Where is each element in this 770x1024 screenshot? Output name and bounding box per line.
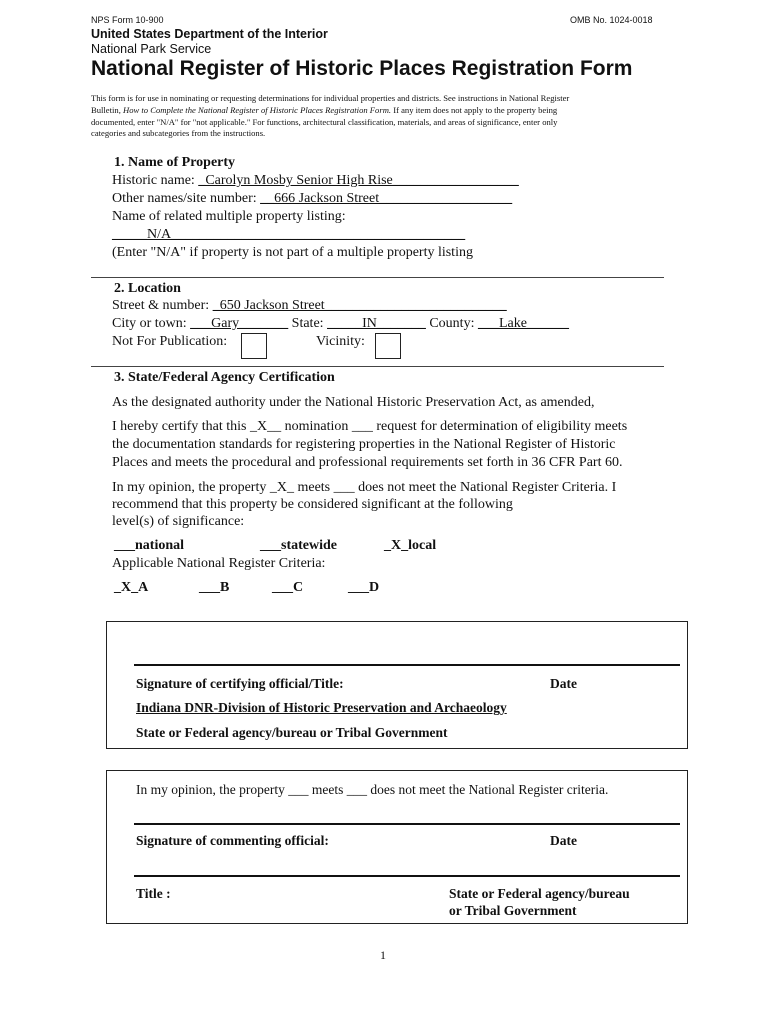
certify-line-1: I hereby certify that this _X__ nomination ___ request for determination of eligibility meets xyxy=(112,419,628,434)
other-names-label: Other names/site number: xyxy=(112,191,261,206)
criteria-d[interactable]: ___D xyxy=(348,580,380,595)
street-row xyxy=(112,298,507,314)
section-3-heading: 3. State/Federal Agency Certification xyxy=(114,370,335,385)
commenting-agency-line-2: or Tribal Government xyxy=(449,903,577,918)
intro-line-2: Bulletin, How to Complete the National Register of Historic Places Registration Form. If any item does not apply to the property being xyxy=(91,105,558,115)
authority-statement: As the designated authority under the National Historic Preservation Act, as amended, xyxy=(112,395,595,410)
county-field[interactable]: ___Lake______ xyxy=(477,316,569,331)
certify-line-2: the documentation standards for registering properties in the National Register of Historic xyxy=(112,437,616,452)
section-divider xyxy=(91,366,664,367)
historic-name-field[interactable]: _Carolyn Mosby Senior High Rise__________________ xyxy=(198,173,519,188)
criteria-c[interactable]: ___C xyxy=(272,580,304,595)
service-name: National Park Service xyxy=(91,42,212,56)
certifying-date-label: Date xyxy=(550,676,577,691)
form-number: NPS Form 10-900 xyxy=(91,15,164,25)
city-label: City or town: xyxy=(112,316,191,331)
city-state-county-row xyxy=(112,316,569,332)
commenting-signature-label: Signature of commenting official: xyxy=(136,833,329,848)
state-field[interactable]: _____IN_______ xyxy=(327,316,426,331)
page-number: 1 xyxy=(380,948,386,962)
multiple-listing-field[interactable]: _____N/A__________________________________________ xyxy=(112,227,466,242)
opinion-line-3: level(s) of significance: xyxy=(112,514,245,529)
intro-line-1: This form is for use in nominating or requesting determinations for individual properties and districts. See instructions in National Register xyxy=(91,93,570,103)
other-names-row xyxy=(112,191,512,207)
comment-title-line[interactable] xyxy=(134,875,680,877)
not-for-publication-label: Not For Publication: xyxy=(112,334,228,349)
county-label: County: xyxy=(425,316,478,331)
certifying-agency-name: Indiana DNR-Division of Historic Preservation and Archaeology xyxy=(136,700,507,715)
omb-number: OMB No. 1024-0018 xyxy=(570,15,653,25)
level-national[interactable]: ___national xyxy=(114,538,185,553)
opinion-line-2: recommend that this property be considered significant at the following xyxy=(112,497,513,512)
street-label: Street & number: xyxy=(112,298,213,313)
level-statewide[interactable]: ___statewide xyxy=(260,538,337,553)
other-names-field[interactable]: __666 Jackson Street___________________ xyxy=(260,191,513,206)
historic-name-row xyxy=(112,173,519,189)
vicinity-label: Vicinity: xyxy=(316,334,365,349)
page-title: National Register of Historic Places Registration Form xyxy=(91,57,633,80)
criteria-b[interactable]: ___B xyxy=(199,580,230,595)
commenting-agency-line-1: State or Federal agency/bureau xyxy=(449,886,630,901)
signature-line[interactable] xyxy=(134,664,680,666)
criteria-label: Applicable National Register Criteria: xyxy=(112,556,326,571)
certify-line-3: Places and meets the procedural and professional requirements set forth in 36 CFR Part 60. xyxy=(112,455,623,470)
not-for-publication-checkbox[interactable] xyxy=(241,333,267,359)
department-name: United States Department of the Interior xyxy=(91,27,328,41)
criteria-a[interactable]: _X_A xyxy=(114,580,149,595)
commenting-date-label: Date xyxy=(550,833,577,848)
section-divider xyxy=(91,277,664,278)
opinion-line-1: In my opinion, the property _X_ meets ___ does not meet the National Register Criteria. I xyxy=(112,480,617,495)
certifying-signature-label: Signature of certifying official/Title: xyxy=(136,676,344,691)
city-field[interactable]: ___Gary_______ xyxy=(190,316,289,331)
commenting-title-label: Title : xyxy=(136,886,171,901)
section-2-heading: 2. Location xyxy=(114,281,181,296)
historic-name-label: Historic name: xyxy=(112,173,199,188)
multiple-listing-note: (Enter "N/A" if property is not part of a multiple property listing xyxy=(112,245,473,260)
vicinity-checkbox[interactable] xyxy=(375,333,401,359)
state-label: State: xyxy=(288,316,328,331)
intro-line-4: categories and subcategories from the instructions. xyxy=(91,128,266,138)
intro-line-3: documented, enter "N/A" for "not applicable." For functions, architectural classification, materials, and areas of significance, enter only xyxy=(91,117,558,127)
section-1-heading: 1. Name of Property xyxy=(114,155,236,170)
level-local[interactable]: _X_local xyxy=(384,538,437,553)
multiple-listing-label: Name of related multiple property listing: xyxy=(112,209,346,224)
comment-signature-line[interactable] xyxy=(134,823,680,825)
street-field[interactable]: _650 Jackson Street__________________________ xyxy=(212,298,507,313)
certifying-agency-type: State or Federal agency/bureau or Tribal Government xyxy=(136,725,448,740)
comment-opinion: In my opinion, the property ___ meets ___ does not meet the National Register criteria. xyxy=(136,782,609,797)
